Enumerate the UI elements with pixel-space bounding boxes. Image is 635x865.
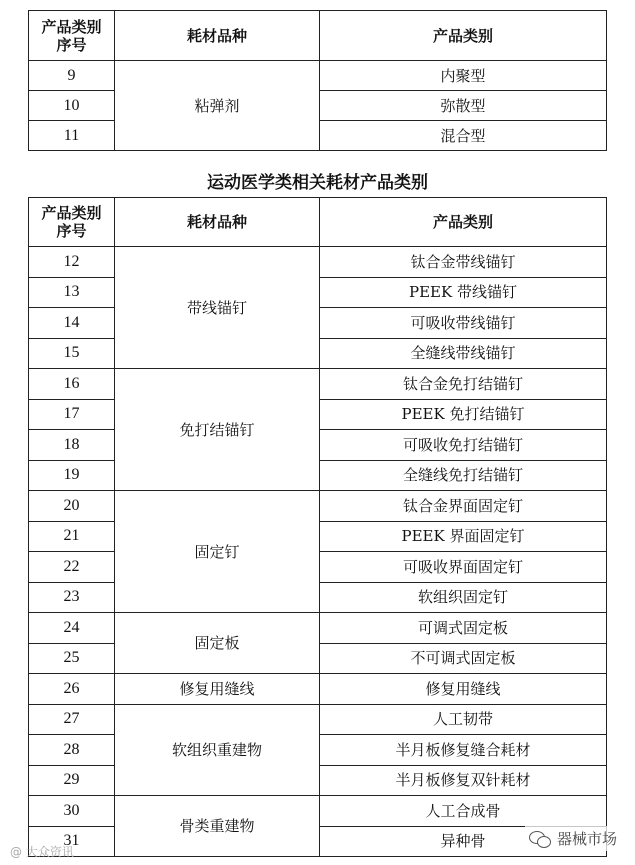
header-row bbox=[29, 198, 607, 247]
category-cell: 钛合金免打结锚钉 bbox=[320, 369, 607, 400]
seq-cell: 11 bbox=[29, 121, 115, 151]
seq-cell: 24 bbox=[29, 613, 115, 644]
material-cell: 免打结锚钉 bbox=[115, 369, 320, 491]
category-cell: 可吸收带线锚钉 bbox=[320, 308, 607, 339]
material-cell: 固定钉 bbox=[115, 491, 320, 613]
category-cell: 全缝线免打结锚钉 bbox=[320, 460, 607, 491]
seq-cell: 23 bbox=[29, 582, 115, 613]
category-cell: 人工合成骨 bbox=[320, 796, 607, 827]
material-header: 耗材品种 bbox=[115, 11, 320, 61]
category-cell: 软组织固定钉 bbox=[320, 582, 607, 613]
seq-cell: 14 bbox=[29, 308, 115, 339]
watermark-right-text: 器械市场 bbox=[556, 830, 617, 848]
category-header: 产品类别 bbox=[320, 198, 607, 247]
seq-cell: 26 bbox=[29, 674, 115, 705]
category-cell: 弥散型 bbox=[320, 91, 607, 121]
category-cell: 可吸收免打结锚钉 bbox=[320, 430, 607, 461]
seq-cell: 13 bbox=[29, 277, 115, 308]
seq-cell: 9 bbox=[29, 61, 115, 91]
material-cell: 修复用缝线 bbox=[115, 674, 320, 705]
category-cell: 修复用缝线 bbox=[320, 674, 607, 705]
category-cell: 全缝线带线锚钉 bbox=[320, 338, 607, 369]
table-row bbox=[29, 796, 607, 827]
category-cell: 半月板修复缝合耗材 bbox=[320, 735, 607, 766]
header-row bbox=[29, 11, 607, 61]
seq-cell: 10 bbox=[29, 91, 115, 121]
wechat-icon bbox=[529, 830, 551, 848]
table-row bbox=[29, 491, 607, 522]
table-row bbox=[29, 674, 607, 705]
consumables-table-sports-medicine bbox=[28, 197, 607, 857]
category-cell: 半月板修复双针耗材 bbox=[320, 765, 607, 796]
material-cell: 骨类重建物 bbox=[115, 796, 320, 857]
category-cell: PEEK 界面固定钉 bbox=[320, 521, 607, 552]
table-row bbox=[29, 247, 607, 278]
consumables-table-top bbox=[28, 10, 607, 151]
table-row bbox=[29, 369, 607, 400]
seq-cell: 12 bbox=[29, 247, 115, 278]
category-cell: 可吸收界面固定钉 bbox=[320, 552, 607, 583]
table-row bbox=[29, 613, 607, 644]
material-cell: 软组织重建物 bbox=[115, 704, 320, 796]
seq-cell: 28 bbox=[29, 735, 115, 766]
watermark-right bbox=[525, 826, 621, 851]
material-header: 耗材品种 bbox=[115, 198, 320, 247]
seq-cell: 22 bbox=[29, 552, 115, 583]
category-cell: 混合型 bbox=[320, 121, 607, 151]
category-cell: 人工韧带 bbox=[320, 704, 607, 735]
seq-cell: 19 bbox=[29, 460, 115, 491]
seq-header: 产品类别 序号 bbox=[29, 11, 115, 61]
seq-header: 产品类别 序号 bbox=[29, 198, 115, 247]
seq-cell: 15 bbox=[29, 338, 115, 369]
category-cell: 钛合金带线锚钉 bbox=[320, 247, 607, 278]
table-row bbox=[29, 61, 607, 91]
watermark-left: @ 大众资讯 bbox=[10, 845, 74, 859]
seq-cell: 21 bbox=[29, 521, 115, 552]
category-cell: 异种骨 bbox=[320, 826, 607, 857]
category-cell: 不可调式固定板 bbox=[320, 643, 607, 674]
category-cell: PEEK 免打结锚钉 bbox=[320, 399, 607, 430]
category-cell: 可调式固定板 bbox=[320, 613, 607, 644]
material-cell: 粘弹剂 bbox=[115, 61, 320, 151]
material-cell: 带线锚钉 bbox=[115, 247, 320, 369]
category-header: 产品类别 bbox=[320, 11, 607, 61]
seq-cell: 16 bbox=[29, 369, 115, 400]
table-row bbox=[29, 704, 607, 735]
seq-cell: 31 bbox=[29, 826, 115, 857]
category-cell: PEEK 带线锚钉 bbox=[320, 277, 607, 308]
seq-cell: 25 bbox=[29, 643, 115, 674]
seq-cell: 18 bbox=[29, 430, 115, 461]
material-cell: 固定板 bbox=[115, 613, 320, 674]
seq-cell: 29 bbox=[29, 765, 115, 796]
seq-cell: 17 bbox=[29, 399, 115, 430]
category-cell: 内聚型 bbox=[320, 61, 607, 91]
seq-cell: 20 bbox=[29, 491, 115, 522]
category-cell: 钛合金界面固定钉 bbox=[320, 491, 607, 522]
seq-cell: 30 bbox=[29, 796, 115, 827]
section-title: 运动医学类相关耗材产品类别 bbox=[207, 173, 428, 193]
seq-cell: 27 bbox=[29, 704, 115, 735]
